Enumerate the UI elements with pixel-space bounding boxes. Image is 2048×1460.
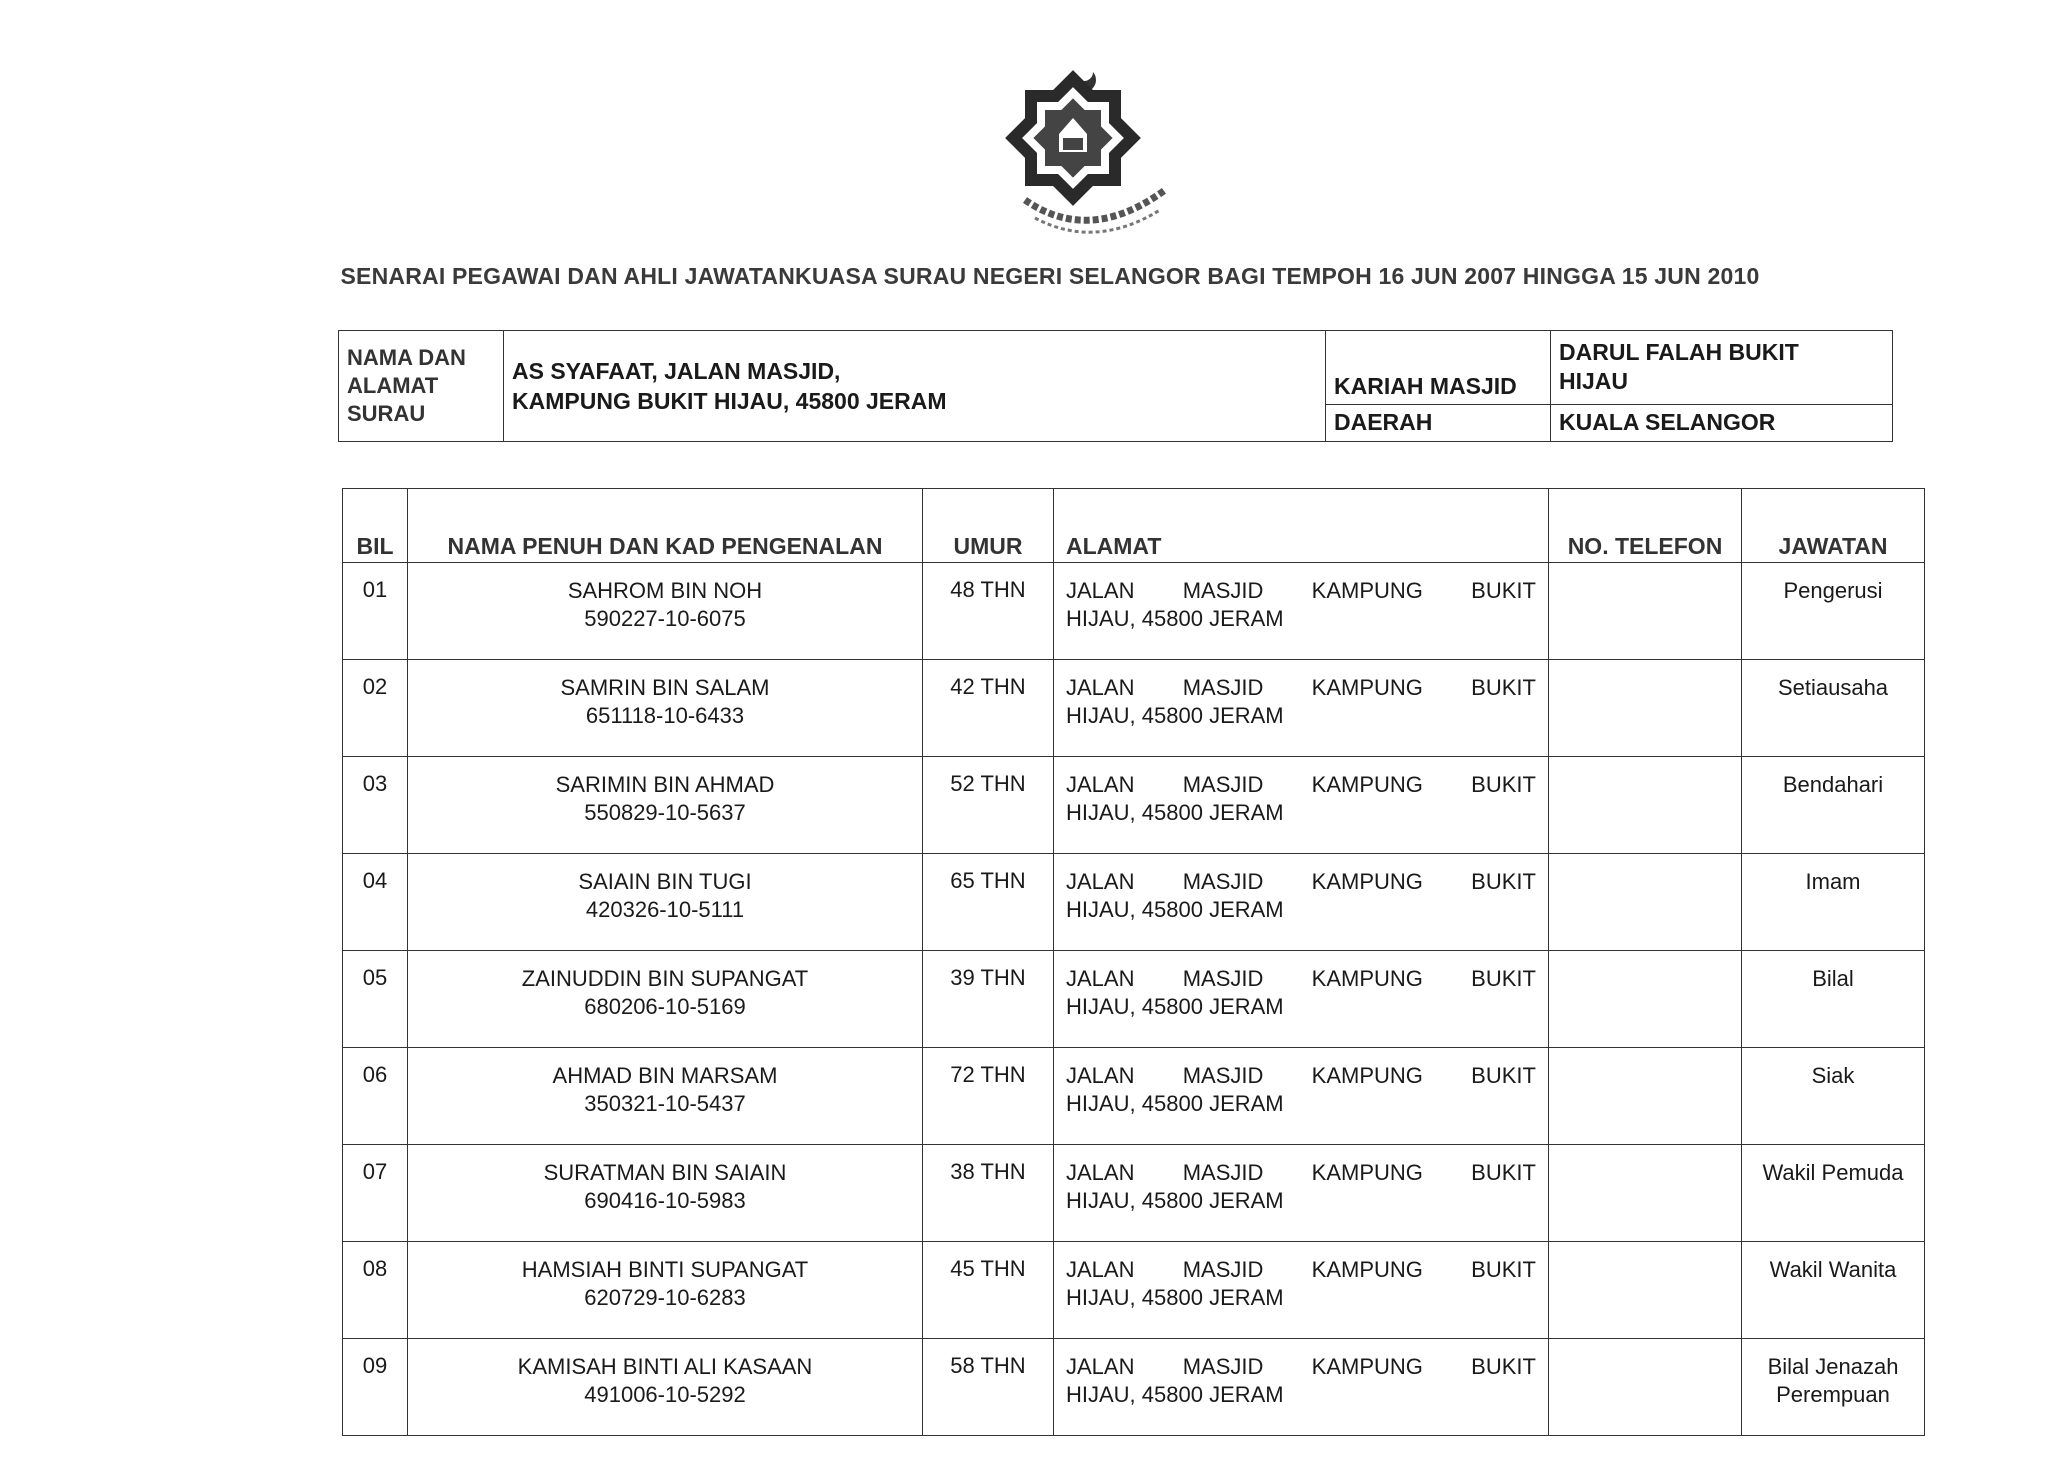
- name-cell: [408, 1242, 923, 1339]
- position-line: Perempuan: [1776, 1382, 1890, 1407]
- bil-cell: 06: [343, 1048, 408, 1145]
- position-line: Wakil Wanita: [1769, 1257, 1897, 1282]
- phone-cell: [1549, 1048, 1742, 1145]
- age-cell: 52 THN: [923, 757, 1054, 854]
- phone-cell: [1549, 1242, 1742, 1339]
- position-cell: [1742, 1242, 1925, 1339]
- kariah-value-line: DARUL FALAH BUKIT: [1559, 339, 1799, 366]
- table-row: [343, 1048, 1925, 1145]
- ic-number: 420326-10-5111: [585, 897, 745, 922]
- address-cell: [1054, 563, 1549, 660]
- address-line-2: HIJAU, 45800 JERAM: [1066, 897, 1284, 922]
- age-cell: 42 THN: [923, 660, 1054, 757]
- name-cell: [408, 757, 923, 854]
- table-row: [343, 1339, 1925, 1436]
- position-cell: [1742, 757, 1925, 854]
- position-line: Bilal: [1812, 966, 1854, 991]
- address-word: KAMPUNG: [1311, 1354, 1423, 1379]
- address-line-2: HIJAU, 45800 JERAM: [1066, 606, 1284, 631]
- kariah-value-line: HIJAU: [1559, 368, 1629, 395]
- address-line-1: [1066, 965, 1536, 993]
- address-word: KAMPUNG: [1311, 1063, 1423, 1088]
- bil-cell: 05: [343, 951, 408, 1048]
- address-word: MASJID: [1182, 578, 1264, 603]
- address-word: MASJID: [1182, 966, 1264, 991]
- address-word: JALAN: [1066, 675, 1135, 700]
- address-line-1: [1066, 1062, 1536, 1090]
- table-row: [343, 951, 1925, 1048]
- address-word: BUKIT: [1471, 869, 1536, 894]
- surau-info-table: [338, 330, 1893, 442]
- position-line: Imam: [1805, 869, 1861, 894]
- name-cell: [408, 1048, 923, 1145]
- mais-logo-icon: [995, 60, 1185, 235]
- address-word: MASJID: [1182, 1354, 1264, 1379]
- address-word: JALAN: [1066, 869, 1135, 894]
- address-cell: [1054, 1048, 1549, 1145]
- ic-number: 680206-10-5169: [584, 994, 746, 1019]
- address-line-2: HIJAU, 45800 JERAM: [1066, 1091, 1284, 1116]
- address-line-2: HIJAU, 45800 JERAM: [1066, 703, 1284, 728]
- table-row: [343, 563, 1925, 660]
- table-row: [343, 757, 1925, 854]
- phone-cell: [1549, 1145, 1742, 1242]
- address-word: BUKIT: [1471, 1160, 1536, 1185]
- age-cell: 65 THN: [923, 854, 1054, 951]
- position-cell: [1742, 1145, 1925, 1242]
- position-line: Pengerusi: [1783, 578, 1883, 603]
- address-word: KAMPUNG: [1311, 869, 1423, 894]
- table-row: [343, 854, 1925, 951]
- address-word: JALAN: [1066, 772, 1135, 797]
- address-cell: [1054, 757, 1549, 854]
- surau-label-line: SURAU: [347, 401, 426, 426]
- age-cell: 39 THN: [923, 951, 1054, 1048]
- full-name: SAMRIN BIN SALAM: [560, 675, 770, 700]
- address-word: KAMPUNG: [1311, 1160, 1423, 1185]
- address-word: KAMPUNG: [1311, 1257, 1423, 1282]
- full-name: SURATMAN BIN SAIAIN: [543, 1160, 787, 1185]
- age-cell: 38 THN: [923, 1145, 1054, 1242]
- header-age: UMUR: [923, 489, 1054, 563]
- address-word: MASJID: [1182, 675, 1264, 700]
- address-word: JALAN: [1066, 1257, 1135, 1282]
- address-cell: [1054, 951, 1549, 1048]
- full-name: HAMSIAH BINTI SUPANGAT: [521, 1257, 809, 1282]
- surau-label-line: NAMA DAN: [347, 345, 466, 370]
- name-cell: [408, 1145, 923, 1242]
- position-line: Setiausaha: [1777, 675, 1889, 700]
- kariah-label: KARIAH MASJID: [1326, 331, 1551, 405]
- address-word: BUKIT: [1471, 675, 1536, 700]
- phone-cell: [1549, 757, 1742, 854]
- age-cell: 58 THN: [923, 1339, 1054, 1436]
- surau-label-line: ALAMAT: [347, 373, 439, 398]
- address-word: BUKIT: [1471, 1354, 1536, 1379]
- ic-number: 350321-10-5437: [584, 1091, 746, 1116]
- phone-cell: [1549, 854, 1742, 951]
- address-line-2: HIJAU, 45800 JERAM: [1066, 994, 1284, 1019]
- header-name: NAMA PENUH DAN KAD PENGENALAN: [408, 489, 923, 563]
- surau-address-line: KAMPUNG BUKIT HIJAU, 45800 JERAM: [512, 388, 947, 414]
- address-line-1: [1066, 868, 1536, 896]
- address-word: BUKIT: [1471, 772, 1536, 797]
- position-cell: [1742, 951, 1925, 1048]
- table-row: [343, 660, 1925, 757]
- address-word: BUKIT: [1471, 578, 1536, 603]
- full-name: SAHROM BIN NOH: [567, 578, 763, 603]
- address-word: JALAN: [1066, 966, 1135, 991]
- header-bil: BIL: [343, 489, 408, 563]
- full-name: AHMAD BIN MARSAM: [552, 1063, 778, 1088]
- bil-cell: 03: [343, 757, 408, 854]
- position-line: Siak: [1811, 1063, 1855, 1088]
- daerah-label: DAERAH: [1326, 404, 1551, 441]
- position-line: Bilal Jenazah: [1767, 1354, 1899, 1379]
- surau-label-cell: [339, 331, 504, 442]
- address-line-2: HIJAU, 45800 JERAM: [1066, 800, 1284, 825]
- ic-number: 620729-10-6283: [584, 1285, 746, 1310]
- table-row: [343, 1242, 1925, 1339]
- address-line-1: [1066, 1256, 1536, 1284]
- position-cell: [1742, 1048, 1925, 1145]
- address-line-1: [1066, 1353, 1536, 1381]
- table-header-row: [343, 489, 1925, 563]
- address-word: KAMPUNG: [1311, 966, 1423, 991]
- address-word: MASJID: [1182, 772, 1264, 797]
- header-address: ALAMAT: [1054, 489, 1549, 563]
- address-word: KAMPUNG: [1311, 578, 1423, 603]
- address-cell: [1054, 660, 1549, 757]
- header-position: JAWATAN: [1742, 489, 1925, 563]
- name-cell: [408, 854, 923, 951]
- table-row: [343, 1145, 1925, 1242]
- ic-number: 690416-10-5983: [584, 1188, 746, 1213]
- address-word: JALAN: [1066, 578, 1135, 603]
- address-word: MASJID: [1182, 869, 1264, 894]
- address-word: BUKIT: [1471, 1257, 1536, 1282]
- address-word: JALAN: [1066, 1160, 1135, 1185]
- position-line: Bendahari: [1782, 772, 1884, 797]
- age-cell: 48 THN: [923, 563, 1054, 660]
- bil-cell: 04: [343, 854, 408, 951]
- full-name: KAMISAH BINTI ALI KASAAN: [517, 1354, 813, 1379]
- position-cell: [1742, 660, 1925, 757]
- daerah-value: KUALA SELANGOR: [1551, 404, 1893, 441]
- bil-cell: 09: [343, 1339, 408, 1436]
- address-cell: [1054, 854, 1549, 951]
- address-line-2: HIJAU, 45800 JERAM: [1066, 1285, 1284, 1310]
- address-line-1: [1066, 674, 1536, 702]
- address-cell: [1054, 1242, 1549, 1339]
- bil-cell: 02: [343, 660, 408, 757]
- position-line: Wakil Pemuda: [1762, 1160, 1904, 1185]
- ic-number: 651118-10-6433: [585, 703, 745, 728]
- address-word: JALAN: [1066, 1354, 1135, 1379]
- position-cell: [1742, 854, 1925, 951]
- ic-number: 590227-10-6075: [584, 606, 746, 631]
- full-name: SARIMIN BIN AHMAD: [555, 772, 775, 797]
- bil-cell: 01: [343, 563, 408, 660]
- address-word: MASJID: [1182, 1257, 1264, 1282]
- address-line-2: HIJAU, 45800 JERAM: [1066, 1382, 1284, 1407]
- name-cell: [408, 660, 923, 757]
- bil-cell: 08: [343, 1242, 408, 1339]
- surau-address-cell: [504, 331, 1326, 442]
- phone-cell: [1549, 563, 1742, 660]
- phone-cell: [1549, 1339, 1742, 1436]
- full-name: ZAINUDDIN BIN SUPANGAT: [521, 966, 809, 991]
- address-word: KAMPUNG: [1311, 772, 1423, 797]
- age-cell: 45 THN: [923, 1242, 1054, 1339]
- address-word: BUKIT: [1471, 1063, 1536, 1088]
- surau-address-line: AS SYAFAAT, JALAN MASJID,: [512, 358, 841, 384]
- address-cell: [1054, 1145, 1549, 1242]
- committee-members-table: [342, 488, 1925, 1436]
- address-line-1: [1066, 577, 1536, 605]
- position-cell: [1742, 1339, 1925, 1436]
- address-word: KAMPUNG: [1311, 675, 1423, 700]
- address-word: JALAN: [1066, 1063, 1135, 1088]
- name-cell: [408, 951, 923, 1048]
- address-cell: [1054, 1339, 1549, 1436]
- age-cell: 72 THN: [923, 1048, 1054, 1145]
- name-cell: [408, 563, 923, 660]
- address-line-1: [1066, 771, 1536, 799]
- address-line-2: HIJAU, 45800 JERAM: [1066, 1188, 1284, 1213]
- address-word: MASJID: [1182, 1063, 1264, 1088]
- kariah-value: [1551, 331, 1893, 405]
- full-name: SAIAIN BIN TUGI: [578, 869, 752, 894]
- position-cell: [1742, 563, 1925, 660]
- ic-number: 491006-10-5292: [584, 1382, 746, 1407]
- document-title: SENARAI PEGAWAI DAN AHLI JAWATANKUASA SURAU NEGERI SELANGOR BAGI TEMPOH 16 JUN 2007 HINGGA 15 JUN 2010: [340, 263, 1760, 289]
- address-word: MASJID: [1182, 1160, 1264, 1185]
- name-cell: [408, 1339, 923, 1436]
- phone-cell: [1549, 951, 1742, 1048]
- address-line-1: [1066, 1159, 1536, 1187]
- bil-cell: 07: [343, 1145, 408, 1242]
- header-phone: NO. TELEFON: [1549, 489, 1742, 563]
- phone-cell: [1549, 660, 1742, 757]
- ic-number: 550829-10-5637: [584, 800, 746, 825]
- address-word: BUKIT: [1471, 966, 1536, 991]
